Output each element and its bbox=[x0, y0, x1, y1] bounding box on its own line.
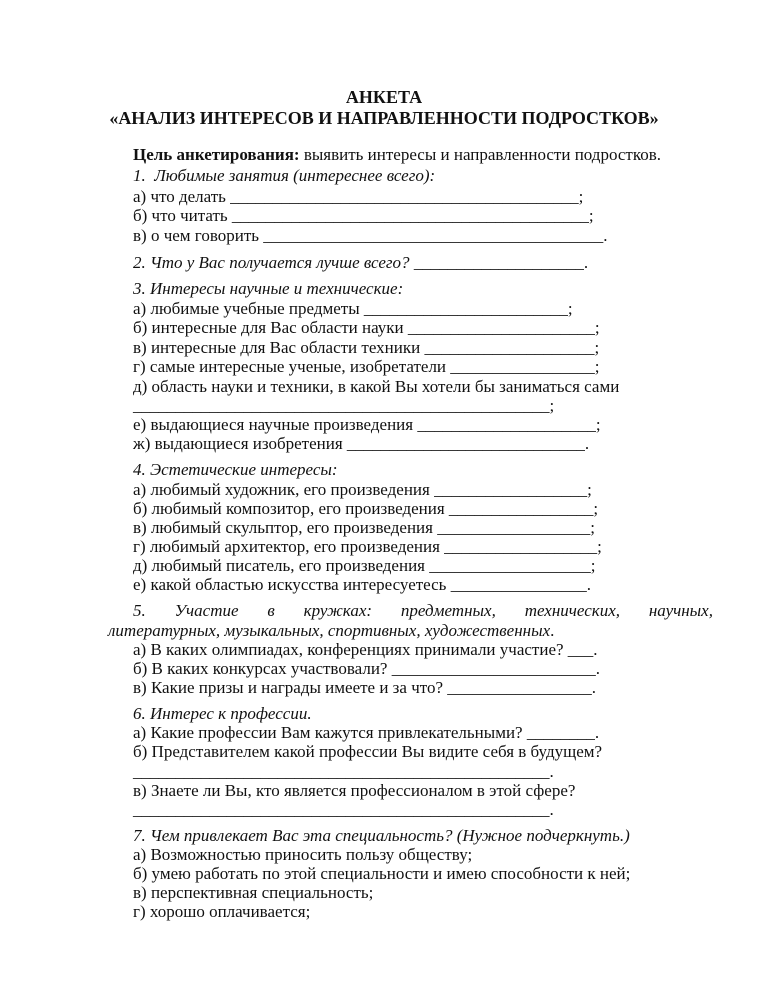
q7-item-c: в) перспективная специальность; bbox=[133, 883, 374, 902]
q4-heading: 4. Эстетические интересы: bbox=[133, 460, 338, 479]
q3-item-d: г) самые интересные ученые, изобретатели _________________; bbox=[133, 357, 600, 376]
q5-heading-cont bbox=[108, 621, 554, 641]
q5-word: Участие bbox=[174, 601, 239, 620]
q2-heading: 2. Что у Вас получается лучше всего? bbox=[133, 253, 410, 272]
q3-item-f: е) выдающиеся научные произведения _____________________; bbox=[133, 415, 601, 434]
q6-item-c: в) Знаете ли Вы, кто является профессионалом в этой сфере? bbox=[133, 781, 576, 800]
document-subtitle: «АНАЛИЗ ИНТЕРЕСОВ И НАПРАВЛЕННОСТИ ПОДРОСТКОВ» bbox=[109, 108, 659, 128]
q2-blank: ____________________. bbox=[409, 253, 589, 272]
q1-item-c: в) о чем говорить ________________________________________. bbox=[133, 226, 608, 245]
q4-item-d: г) любимый архитектор, его произведения __________________; bbox=[133, 537, 602, 556]
q6-heading: 6. Интерес к профессии. bbox=[133, 704, 312, 723]
purpose-label: Цель анкетирования: bbox=[133, 145, 300, 164]
q3-item-e: д) область науки и техники, в какой Вы хотели бы заниматься сами bbox=[133, 377, 620, 396]
q7-item-a: а) Возможностью приносить пользу обществу; bbox=[133, 845, 473, 864]
q3-item-a: а) любимые учебные предметы ________________________; bbox=[133, 299, 573, 318]
q4-item-a: а) любимый художник, его произведения __________________; bbox=[133, 480, 592, 499]
q5-heading bbox=[133, 601, 713, 621]
q5-item-c: в) Какие призы и награды имеете и за что? _________________. bbox=[133, 678, 596, 697]
q6-item-b: б) Представителем какой профессии Вы видите себя в будущем? bbox=[133, 742, 603, 761]
q3-item-g: ж) выдающиеся изобретения ____________________________. bbox=[133, 434, 590, 453]
q5-item-a: а) В каких олимпиадах, конференциях принимали участие? ___. bbox=[133, 640, 598, 659]
q5-period: . bbox=[550, 621, 555, 640]
q7-item-d: г) хорошо оплачивается; bbox=[133, 902, 311, 921]
q3-item-b: б) интересные для Вас области науки ______________________; bbox=[133, 318, 600, 337]
q7-heading: 7. Чем привлекает Вас эта специальность? (Нужное подчеркнуть.) bbox=[133, 826, 630, 845]
q5-word: кружках: bbox=[303, 601, 373, 620]
q6-item-c-blank: _________________________________________________. bbox=[133, 800, 554, 819]
q3-item-c: в) интересные для Вас области техники ____________________; bbox=[133, 338, 600, 357]
q3-heading: 3. Интересы научные и технические: bbox=[133, 279, 404, 298]
q4-item-c: в) любимый скульптор, его произведения __________________; bbox=[133, 518, 595, 537]
q5-word: технических, bbox=[524, 601, 620, 620]
document-title: АНКЕТА bbox=[345, 87, 423, 107]
q6-item-b-blank: _________________________________________________. bbox=[133, 762, 554, 781]
q1-heading: 1. Любимые занятия (интереснее всего): bbox=[133, 166, 436, 185]
q2-line bbox=[133, 253, 588, 273]
purpose-line bbox=[133, 145, 661, 165]
purpose-text: выявить интересы и направленности подростков. bbox=[299, 145, 662, 164]
q5-item-b: б) В каких конкурсах участвовали? ________________________. bbox=[133, 659, 600, 678]
q5-word: в bbox=[267, 601, 275, 620]
q4-item-b: б) любимый композитор, его произведения _________________; bbox=[133, 499, 599, 518]
q5-word: научных, bbox=[648, 601, 713, 620]
q7-item-b: б) умею работать по этой специальности и имею способности к ней; bbox=[133, 864, 631, 883]
q3-item-e-blank: _________________________________________________; bbox=[133, 396, 555, 415]
q4-item-e: д) любимый писатель, его произведения ___________________; bbox=[133, 556, 596, 575]
q1-item-a: а) что делать _________________________________________; bbox=[133, 187, 584, 206]
q5-categories: литературных, музыкальных, спортивных, художественных bbox=[108, 621, 551, 640]
q6-item-a: а) Какие профессии Вам кажутся привлекательными? ________. bbox=[133, 723, 600, 742]
q4-item-f: е) какой областью искусства интересуетесь ________________. bbox=[133, 575, 591, 594]
q5-word: предметных, bbox=[400, 601, 496, 620]
q5-word: 5. bbox=[133, 601, 146, 620]
q1-item-b: б) что читать __________________________________________; bbox=[133, 206, 594, 225]
